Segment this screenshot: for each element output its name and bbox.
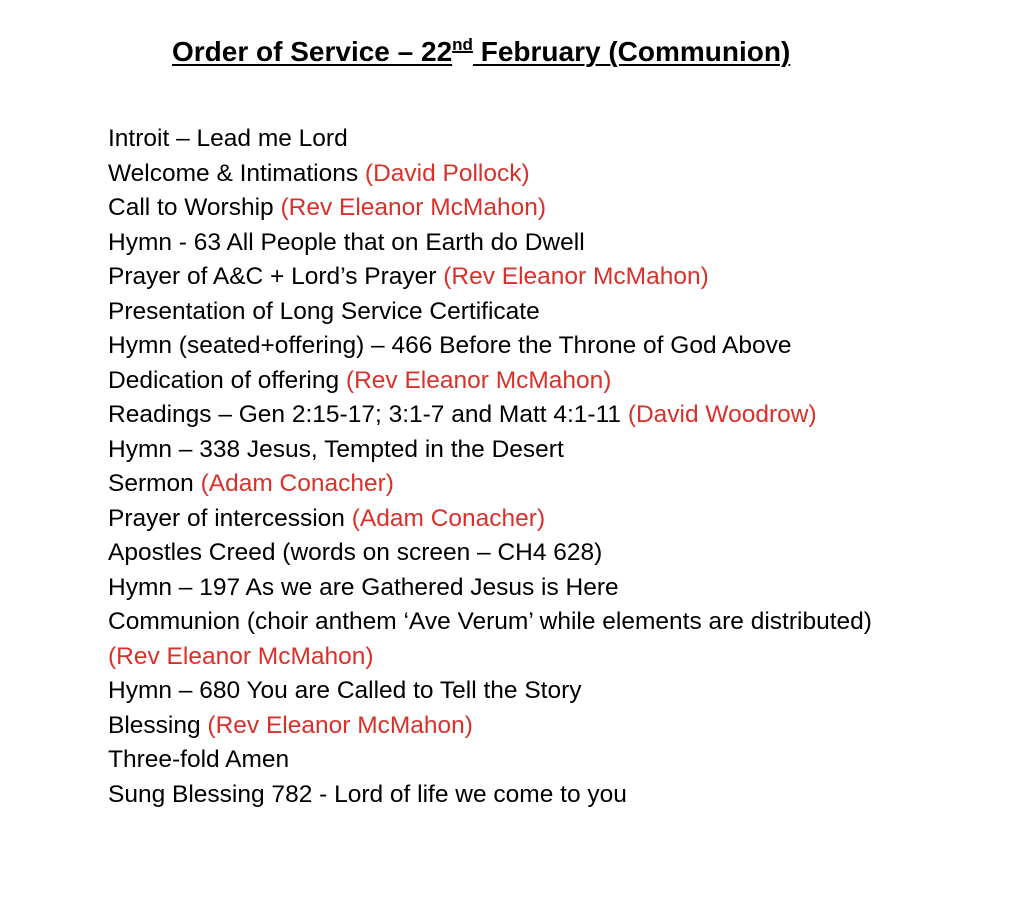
service-item: [108, 191, 988, 226]
service-item-text: Hymn – 338 Jesus, Tempted in the Desert: [108, 435, 564, 463]
service-item: [108, 674, 988, 709]
service-item-text: Call to Worship: [108, 194, 281, 221]
service-item-text: Three-fold Amen: [108, 746, 290, 773]
service-item: [108, 433, 988, 468]
service-item-leader: (Rev Eleanor McMahon): [345, 366, 612, 394]
service-item-text: Prayer of A&C + Lord’s Prayer: [108, 263, 444, 290]
service-item-text: Blessing: [108, 711, 208, 739]
service-item-leader: (Rev Eleanor McMahon): [443, 263, 709, 290]
service-item: [108, 743, 988, 778]
service-item: [108, 364, 988, 399]
service-item-text: Hymn – 680 You are Called to Tell the Story: [108, 677, 582, 704]
service-item-leader: (Rev Eleanor McMahon): [108, 642, 374, 670]
service-item: [108, 226, 988, 261]
service-item-text: Communion (choir anthem ‘Ave Verum’ while elements are distributed): [108, 608, 872, 635]
service-item-text: Presentation of Long Service Certificate: [108, 297, 540, 325]
service-item: [108, 295, 988, 330]
title-rest: February (Communion): [472, 36, 791, 67]
service-item-text: Hymn - 63 All People that on Earth do Dwell: [108, 228, 585, 256]
service-item-leader: (Adam Conacher): [200, 470, 394, 497]
service-item: [108, 778, 988, 813]
service-item: [108, 605, 898, 674]
service-item-text: Apostles Creed (words on screen – CH4 628): [108, 539, 603, 566]
title-ordinal-suffix: nd: [452, 35, 473, 54]
service-item: [108, 709, 988, 744]
service-item-text: Sermon: [108, 470, 201, 497]
service-item: [108, 260, 988, 295]
title-main: Order of Service – 22: [172, 36, 453, 67]
order-of-service-list: [108, 122, 988, 812]
service-item-leader: (David Pollock): [364, 159, 530, 187]
service-item-leader: (Adam Conacher): [351, 504, 546, 532]
service-item-text: Introit – Lead me Lord: [108, 125, 348, 152]
service-item: [108, 467, 988, 502]
service-item: [108, 536, 988, 571]
service-item-leader: (Rev Eleanor McMahon): [207, 711, 473, 739]
service-item-text: Prayer of intercession: [108, 504, 352, 532]
service-item-leader: (David Woodrow): [627, 401, 817, 428]
service-item: [108, 157, 988, 192]
service-item: [108, 329, 988, 364]
service-item-text: Hymn – 197 As we are Gathered Jesus is Here: [108, 573, 619, 601]
service-item-text: Hymn (seated+offering) – 466 Before the Throne of God Above: [108, 332, 792, 359]
service-item: [108, 122, 988, 157]
service-item-text: Welcome & Intimations: [108, 159, 365, 187]
service-item-text: Dedication of offering: [108, 366, 346, 394]
service-item-text: Sung Blessing 782 - Lord of life we come to you: [108, 780, 627, 808]
service-item: [108, 571, 988, 606]
service-item: [108, 502, 988, 537]
service-item-leader: (Rev Eleanor McMahon): [280, 194, 547, 221]
service-item: [108, 398, 988, 433]
service-item-text: Readings – Gen 2:15-17; 3:1-7 and Matt 4:1-11: [108, 401, 628, 428]
page-title: [172, 30, 790, 74]
